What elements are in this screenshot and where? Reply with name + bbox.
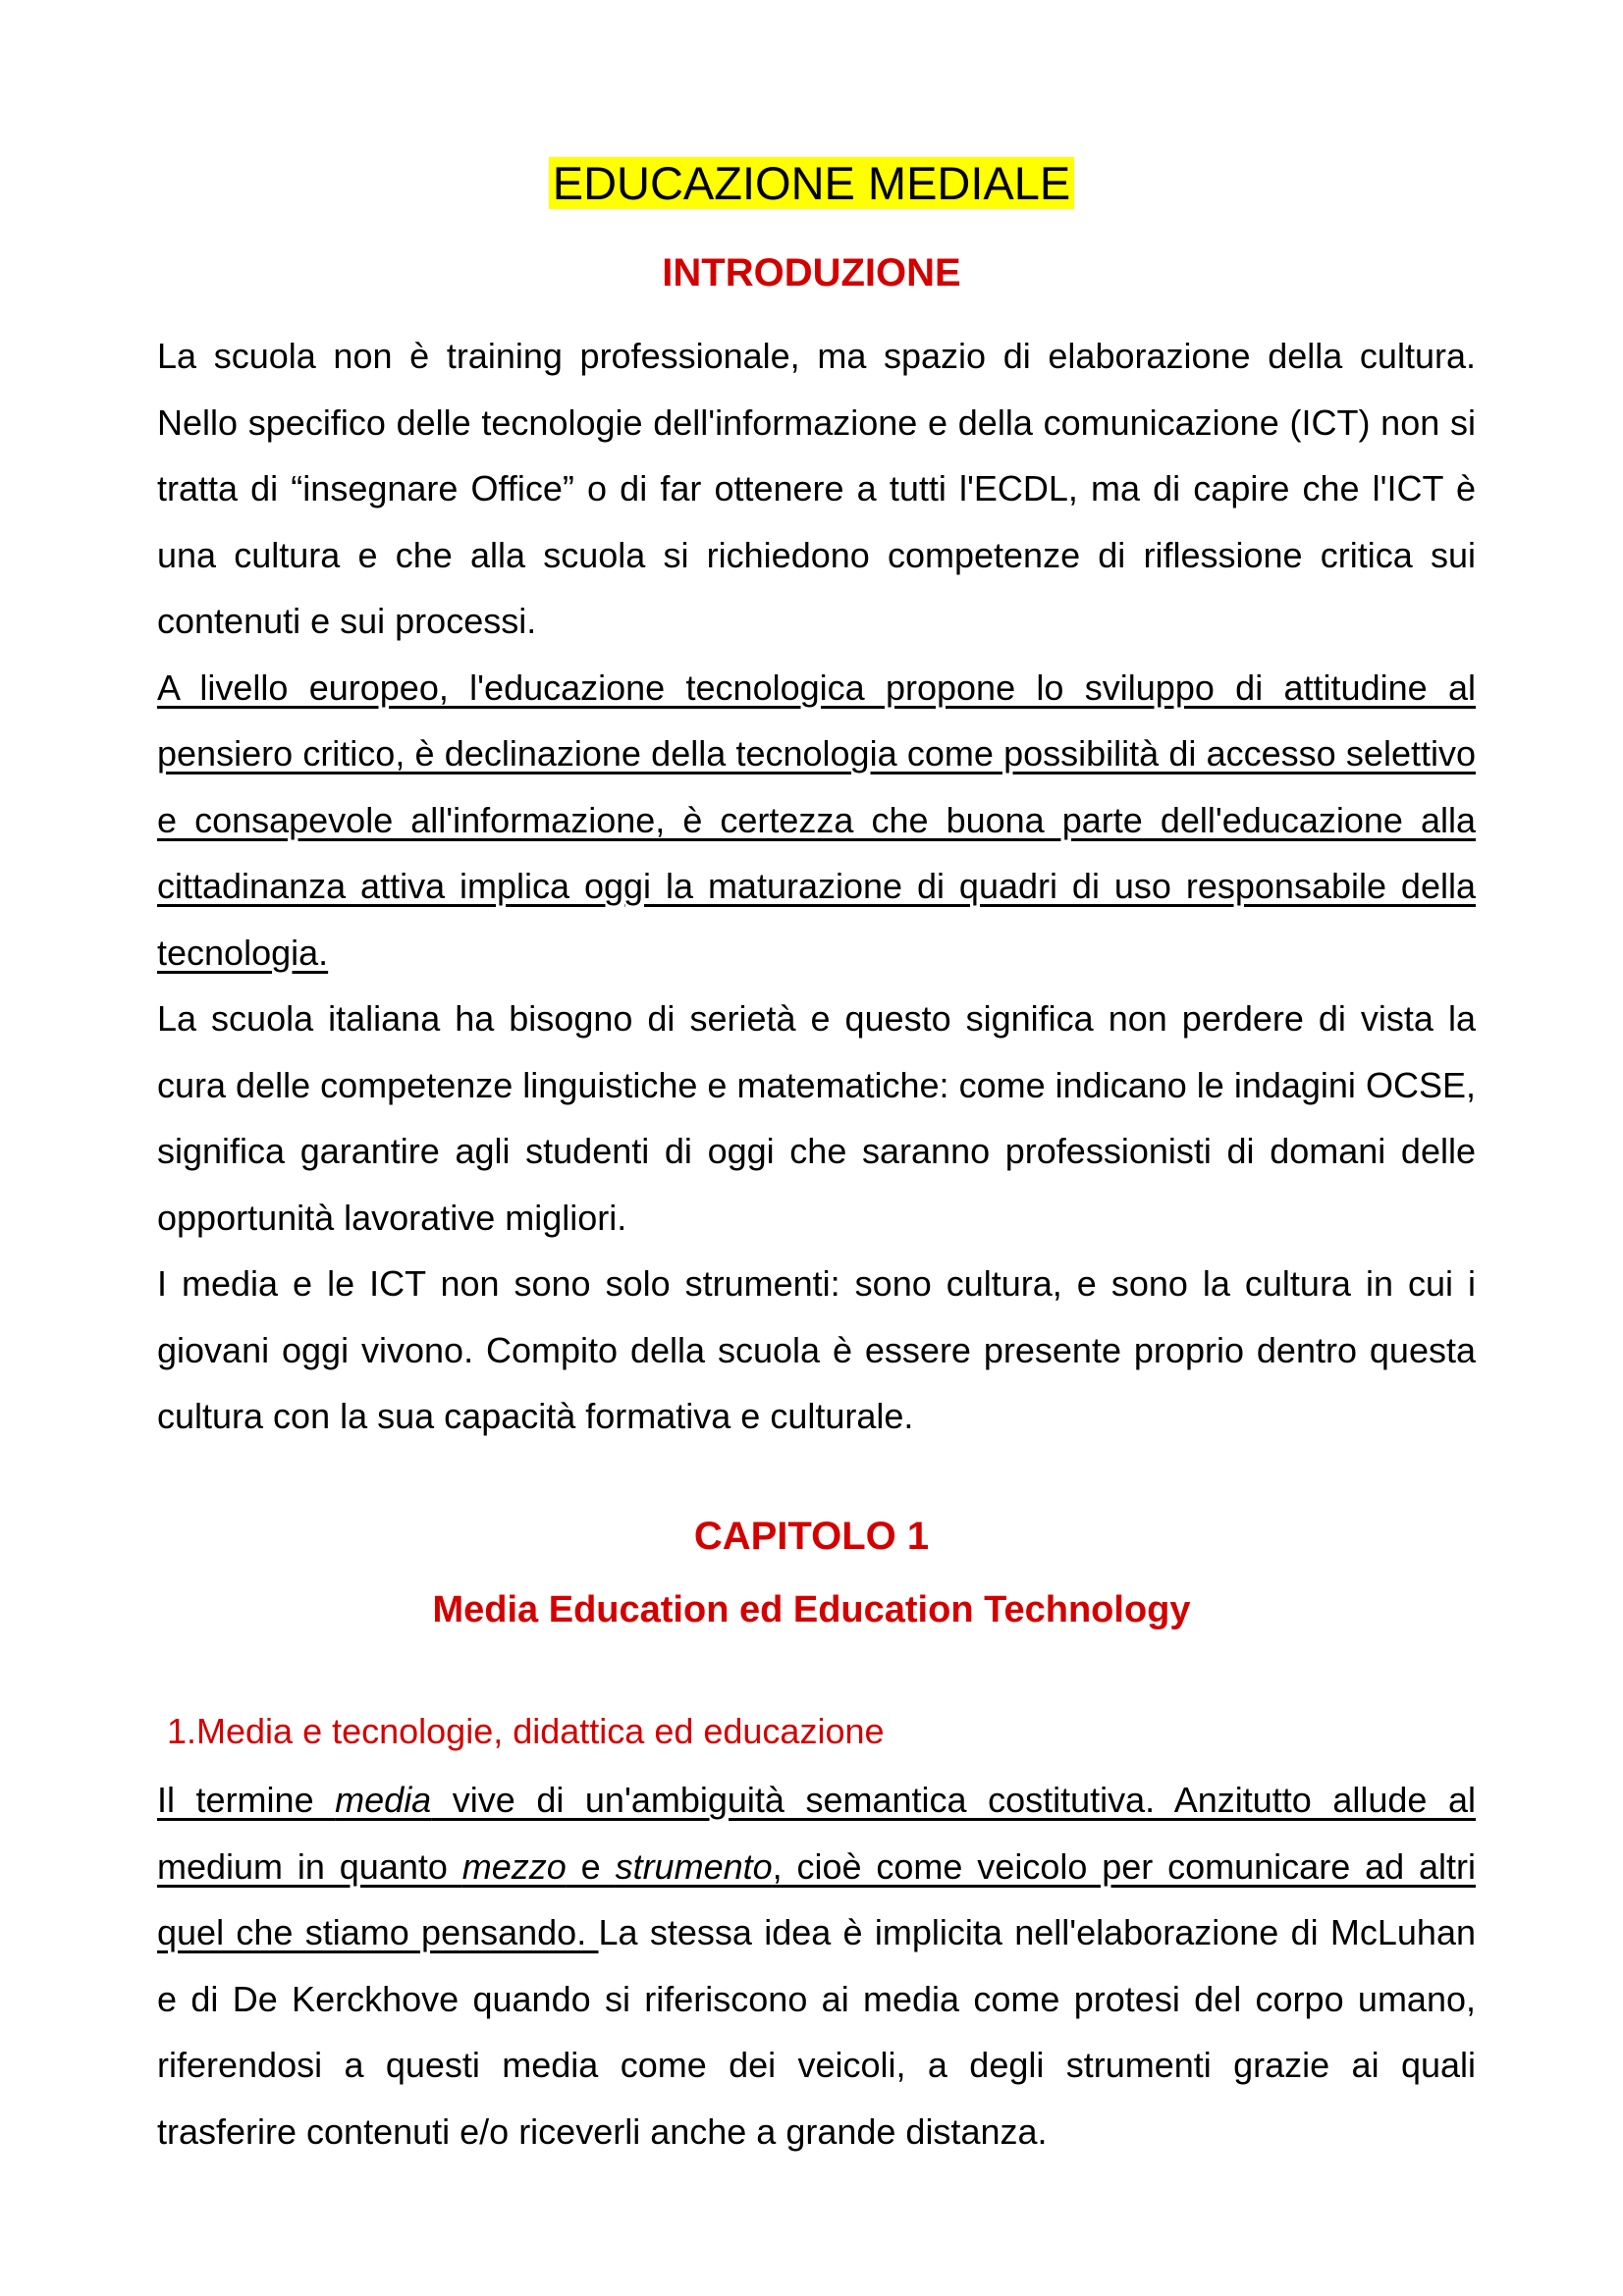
section-run-5: e <box>566 1845 616 1887</box>
chapter-subtitle: Media Education ed Education Technology <box>432 1589 1191 1630</box>
intro-paragraph-1: La scuola non è training professionale, ma spazio di elaborazione della cultura. Nello specifico delle tecnologie dell'informazione e della comunicazione (ICT) non si tratta di “insegnare Office” o di far ottenere a tutti l'ECDL, ma di capire che l'ICT è una cultura e che alla scuola si richiedono competenze di riflessione critica sui contenuti e sui processi. <box>157 336 1476 641</box>
section-run-3: vive di un'ambiguità semantica costitutiva. Anzitutto allude al medium in quanto <box>157 1780 1477 1887</box>
section-body <box>157 1767 1476 2164</box>
intro-paragraph-2: A livello europeo, l'educazione tecnologica propone lo sviluppo di attitudine al pensiero critico, è declinazione della tecnologia come possibilità di accesso selettivo e consapevole all'informazione, è certezza che buona parte dell'educazione alla cittadinanza attiva implica oggi la maturazione di quadri di uso responsabile della tecnologia. <box>157 667 1476 973</box>
intro-body <box>157 323 1476 1450</box>
section-run-4: mezzo <box>461 1845 567 1887</box>
section-run-6: strumento <box>615 1845 773 1887</box>
intro-paragraph-4: I media e le ICT non sono solo strumenti: sono cultura, e sono la cultura in cui i giovani oggi vivono. Compito della scuola è essere presente proprio dentro questa cultura con la sua capacità formativa e culturale. <box>157 1263 1476 1436</box>
section-paragraph-1 <box>157 1767 1476 2164</box>
section-run-2: media <box>335 1780 432 1820</box>
intro-paragraph-3: La scuola italiana ha bisogno di serietà e questo significa non perdere di vista la cura delle competenze linguistiche e matematiche: come indicano le indagini OCSE, significa garantire agli studenti di oggi che saranno professionisti di domani delle opportunità lavorative migliori. <box>157 998 1476 1238</box>
section-run-8: La stessa idea è implicita nell'elaborazione di McLuhan e di De Kerckhove quando si riferiscono ai media come protesi del corpo umano, riferendosi a questi media come dei veicoli, a degli strumenti grazie ai quali trasferire contenuti e/o riceverli anche a grande distanza. <box>157 1912 1476 2152</box>
intro-heading: INTRODUZIONE <box>662 251 961 294</box>
section-run-1: Il termine <box>157 1780 336 1820</box>
chapter-heading: CAPITOLO 1 <box>693 1515 930 1558</box>
document-title-highlight: EDUCAZIONE MEDIALE <box>549 157 1075 209</box>
section-run-7: , cioè come veicolo per comunicare ad altri quel che stiamo pensando. <box>157 1845 1476 1952</box>
document-title <box>0 151 1623 216</box>
section-heading: 1.Media e tecnologie, didattica ed educazione <box>167 1711 885 1751</box>
